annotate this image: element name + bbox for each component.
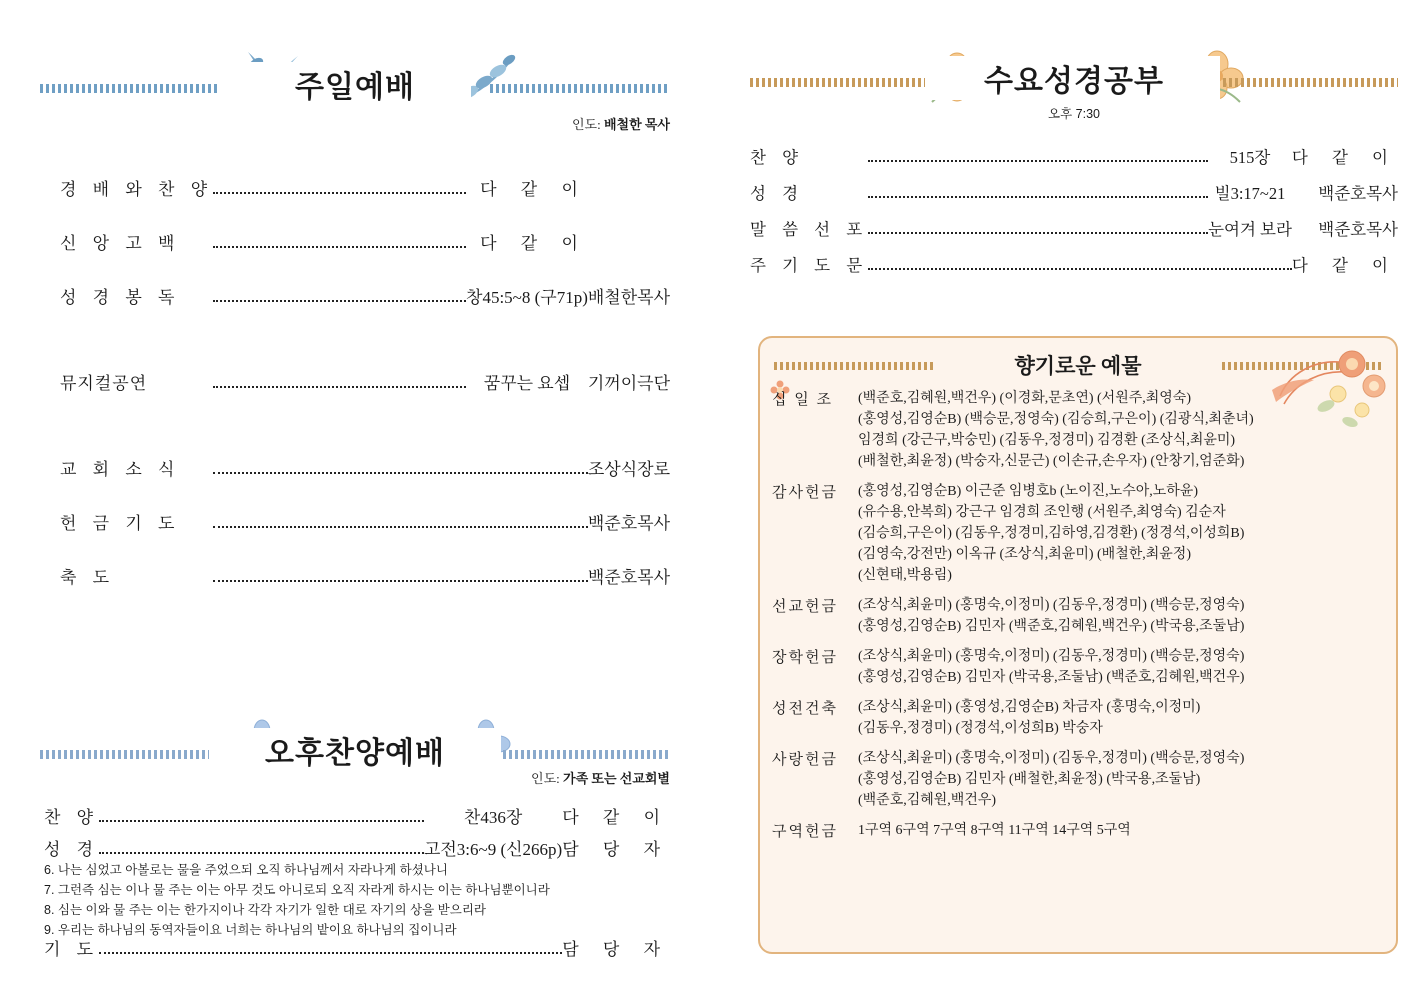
order-row: [750, 204, 1398, 240]
order-detail: 꿈꾸는 요셉: [483, 374, 571, 393]
wednesday-order-table: [750, 132, 1398, 276]
order-label: 경 배 와 찬 양: [60, 180, 214, 199]
scripture-verse: 6. 나는 심었고 아볼로는 물을 주었으되 오직 하나님께서 자라나게 하셨나니: [44, 863, 448, 877]
offering-line: (조상식,최윤미) (홍명숙,이정미) (김동우,정경미) (백승문,정영숙): [858, 751, 1245, 766]
order-label: 헌 금 기 도: [60, 514, 181, 533]
offering-group-row: [772, 748, 1388, 820]
offering-line: (조상식,최윤미) (홍명숙,이정미) (김동우,정경미) (백승문,정영숙): [858, 598, 1245, 613]
offering-line: 임경희 (강근구,박숭민) (김동우,정경미) 김경환 (조상식,최윤미): [858, 433, 1236, 448]
order-assignee: 백준호목사: [1318, 220, 1398, 239]
offering-group-names: [858, 595, 1388, 646]
order-label: 기 도: [44, 940, 100, 959]
offering-group-row: [772, 595, 1388, 646]
order-dots: [868, 132, 1208, 168]
dotted-rule-right: [485, 750, 670, 759]
offering-line: (홍영성,김영순B) 김민자 (배철한,최윤정) (박국용,조둘남): [858, 772, 1201, 787]
offering-group-row: [772, 481, 1388, 595]
order-dots: [213, 254, 466, 308]
offering-group-names: [858, 697, 1388, 748]
offering-box: [758, 336, 1398, 954]
scripture-verse: 7. 그런즉 심는 이나 물 주는 이는 아무 것도 아니로되 오직 자라게 하시는 이는 하나님뿐이니라: [44, 883, 550, 897]
order-dots: [213, 308, 466, 394]
offering-line: (유수용,안복희) 강근구 임경희 조인행 (서원주,최영숙) 김순자: [858, 505, 1226, 520]
order-assignee: 담 당 자: [562, 840, 670, 859]
sunday-service-heading: [40, 62, 670, 106]
offering-group-name: 사랑헌금: [772, 752, 838, 768]
sunday-service-title: 주일예배: [239, 62, 471, 106]
offering-line: (홍영성,김영순B) 김민자 (박국용,조둘남) (백준호,김혜원,백건우): [858, 670, 1245, 685]
order-assignee: 백준호목사: [587, 514, 670, 533]
order-dots: [99, 796, 424, 828]
order-assignee: 다 같 이: [480, 180, 588, 199]
order-row: [750, 240, 1398, 276]
sunday-leader-name: 배철한 목사: [603, 117, 670, 132]
afternoon-leader-name: 가족 또는 선교회별: [563, 771, 670, 786]
order-row: [60, 146, 670, 200]
order-dots: [99, 928, 562, 960]
order-dots: [213, 146, 466, 200]
order-assignee: 배철한목사: [587, 288, 670, 307]
order-assignee: 백준호목사: [587, 568, 670, 587]
afternoon-service-heading: [40, 728, 670, 772]
offering-line: (백준호,김혜원,백건우) (이경화,문초연) (서원주,최영숙): [858, 391, 1191, 406]
offering-group-row: [772, 697, 1388, 748]
order-assignee: 백준호목사: [1318, 184, 1398, 203]
order-label: 찬 양: [750, 148, 805, 167]
offering-line: (백준호,김혜원,백건우): [858, 793, 997, 808]
order-label: 성 경: [44, 840, 100, 859]
right-column: [730, 0, 1403, 992]
order-detail: 515장: [1229, 148, 1271, 167]
order-dots: [868, 204, 1208, 240]
order-assignee: 담 당 자: [562, 940, 670, 959]
order-label: 말 씀 선 포: [750, 220, 869, 239]
offering-line: (김동우,정경미) (정경석,이성희B) 박숭자: [858, 721, 1103, 736]
order-detail: 눈여겨 보라: [1208, 220, 1292, 239]
order-label: 성 경 봉 독: [60, 288, 181, 307]
order-row: [60, 254, 670, 308]
order-label: 주 기 도 문: [750, 256, 869, 275]
offering-line: (조상식,최윤미) (홍영성,김영순B) 차금자 (홍명숙,이정미): [858, 700, 1201, 715]
offering-group-names: [858, 646, 1388, 697]
dotted-rule-right: [490, 84, 670, 93]
order-row: [44, 828, 670, 860]
order-detail: 찬436장: [463, 808, 523, 827]
offering-line: (배철한,최윤정) (박숭자,신문근) (이손규,손우자) (안창기,엄준화): [858, 454, 1245, 469]
order-assignee: 다 같 이: [1291, 148, 1398, 167]
wednesday-time: 오후 7:30: [1048, 107, 1100, 121]
order-row: [44, 928, 670, 960]
offering-group-name: 감사헌금: [772, 485, 838, 501]
offering-group-name: 십 일 조: [772, 392, 833, 408]
dotted-rule-left: [40, 750, 225, 759]
offering-group-row: [772, 820, 1388, 850]
offering-title: 향기로운 예물: [1014, 354, 1142, 378]
wednesday-study-title: 수요성경공부: [928, 56, 1220, 100]
sunday-leader-label: 인도:: [571, 117, 601, 132]
order-label: 찬 양: [44, 808, 100, 827]
dotted-rule-left: [40, 84, 220, 93]
offering-group-name: 장학헌금: [772, 650, 838, 666]
offering-line: (홍영성,김영순B) (백승문,정영숙) (김승희,구은이) (김광식,최춘녀): [858, 412, 1254, 427]
offering-line: (홍영성,김영순B) 김민자 (백준호,김혜원,백건우) (박국용,조둘남): [858, 619, 1245, 634]
offering-group-names: [858, 748, 1388, 820]
offering-line: (김영숙,강전만) 이옥규 (조상식,최윤미) (배철한,최윤정): [858, 547, 1191, 562]
order-dots: [868, 168, 1208, 204]
order-label: 뮤지컬공연: [60, 374, 148, 393]
order-assignee: 다 같 이: [562, 808, 670, 827]
dotted-rule-left: [750, 78, 925, 87]
order-assignee: 조상식장로: [587, 460, 670, 479]
order-label: 교 회 소 식: [60, 460, 181, 479]
wednesday-study-heading: [750, 56, 1398, 100]
afternoon-order-table-bottom: [44, 928, 670, 960]
order-row: [60, 480, 670, 534]
order-dots: [213, 534, 588, 588]
offering-line: (조상식,최윤미) (홍명숙,이정미) (김동우,정경미) (백승문,정영숙): [858, 649, 1245, 664]
offering-group-names: [858, 481, 1388, 595]
order-row: [750, 168, 1398, 204]
order-dots: [213, 200, 466, 254]
order-dots: [99, 828, 424, 860]
offering-group-row: [772, 388, 1388, 481]
order-assignee: 기꺼이극단: [587, 374, 670, 393]
order-row: [60, 200, 670, 254]
afternoon-service-title: 오후찬양예배: [209, 728, 501, 772]
offering-group-names: [858, 820, 1388, 850]
order-row: [60, 394, 670, 480]
offering-group-names: [858, 388, 1388, 481]
order-assignee: 다 같 이: [480, 234, 588, 253]
order-detail: 빌3:17~21: [1214, 184, 1286, 203]
sunday-leader-line: [40, 114, 670, 133]
order-detail: 고전3:6~9 (신266p): [423, 840, 563, 859]
order-dots: [213, 394, 588, 480]
order-detail: 창45:5~8 (구71p): [466, 288, 588, 307]
order-dots: [868, 240, 1292, 276]
offering-group-name: 성전건축: [772, 701, 838, 717]
order-label: 축 도: [60, 568, 116, 587]
scripture-verse: 8. 심는 이와 물 주는 이는 한가지이나 각각 자기가 일한 대로 자기의 상을 받으리라: [44, 903, 486, 917]
offering-line: (신현태,박용림): [858, 568, 952, 583]
afternoon-order-table-top: [44, 796, 670, 860]
order-label: 성 경: [750, 184, 805, 203]
offering-group-name: 선교헌금: [772, 599, 838, 615]
order-label: 신 앙 고 백: [60, 234, 181, 253]
order-row: [60, 308, 670, 394]
offering-line: 1구역 6구역 7구역 8구역 11구역 14구역 5구역: [858, 823, 1131, 838]
order-dots: [213, 480, 588, 534]
offering-line: (김승희,구은이) (김동우,정경미,김하영,김경환) (정경석,이성희B): [858, 526, 1245, 541]
order-row: [60, 534, 670, 588]
offering-group-name: 구역헌금: [772, 824, 838, 840]
offering-group-row: [772, 646, 1388, 697]
sunday-order-table: [60, 146, 670, 588]
order-row: [44, 796, 670, 828]
dotted-rule-right: [1223, 78, 1398, 87]
left-column: [0, 0, 700, 992]
offering-table: [772, 388, 1388, 850]
order-assignee: 다 같 이: [1291, 256, 1398, 275]
order-row: [750, 132, 1398, 168]
scripture-verse: 9. 우리는 하나님의 동역자들이요 너희는 하나님의 밭이요 하나님의 집이니라: [44, 923, 457, 937]
afternoon-leader-label: 인도:: [531, 771, 560, 786]
offering-line: (홍영성,김영순B) 이근준 임병호b (노이진,노수아,노하윤): [858, 484, 1198, 499]
